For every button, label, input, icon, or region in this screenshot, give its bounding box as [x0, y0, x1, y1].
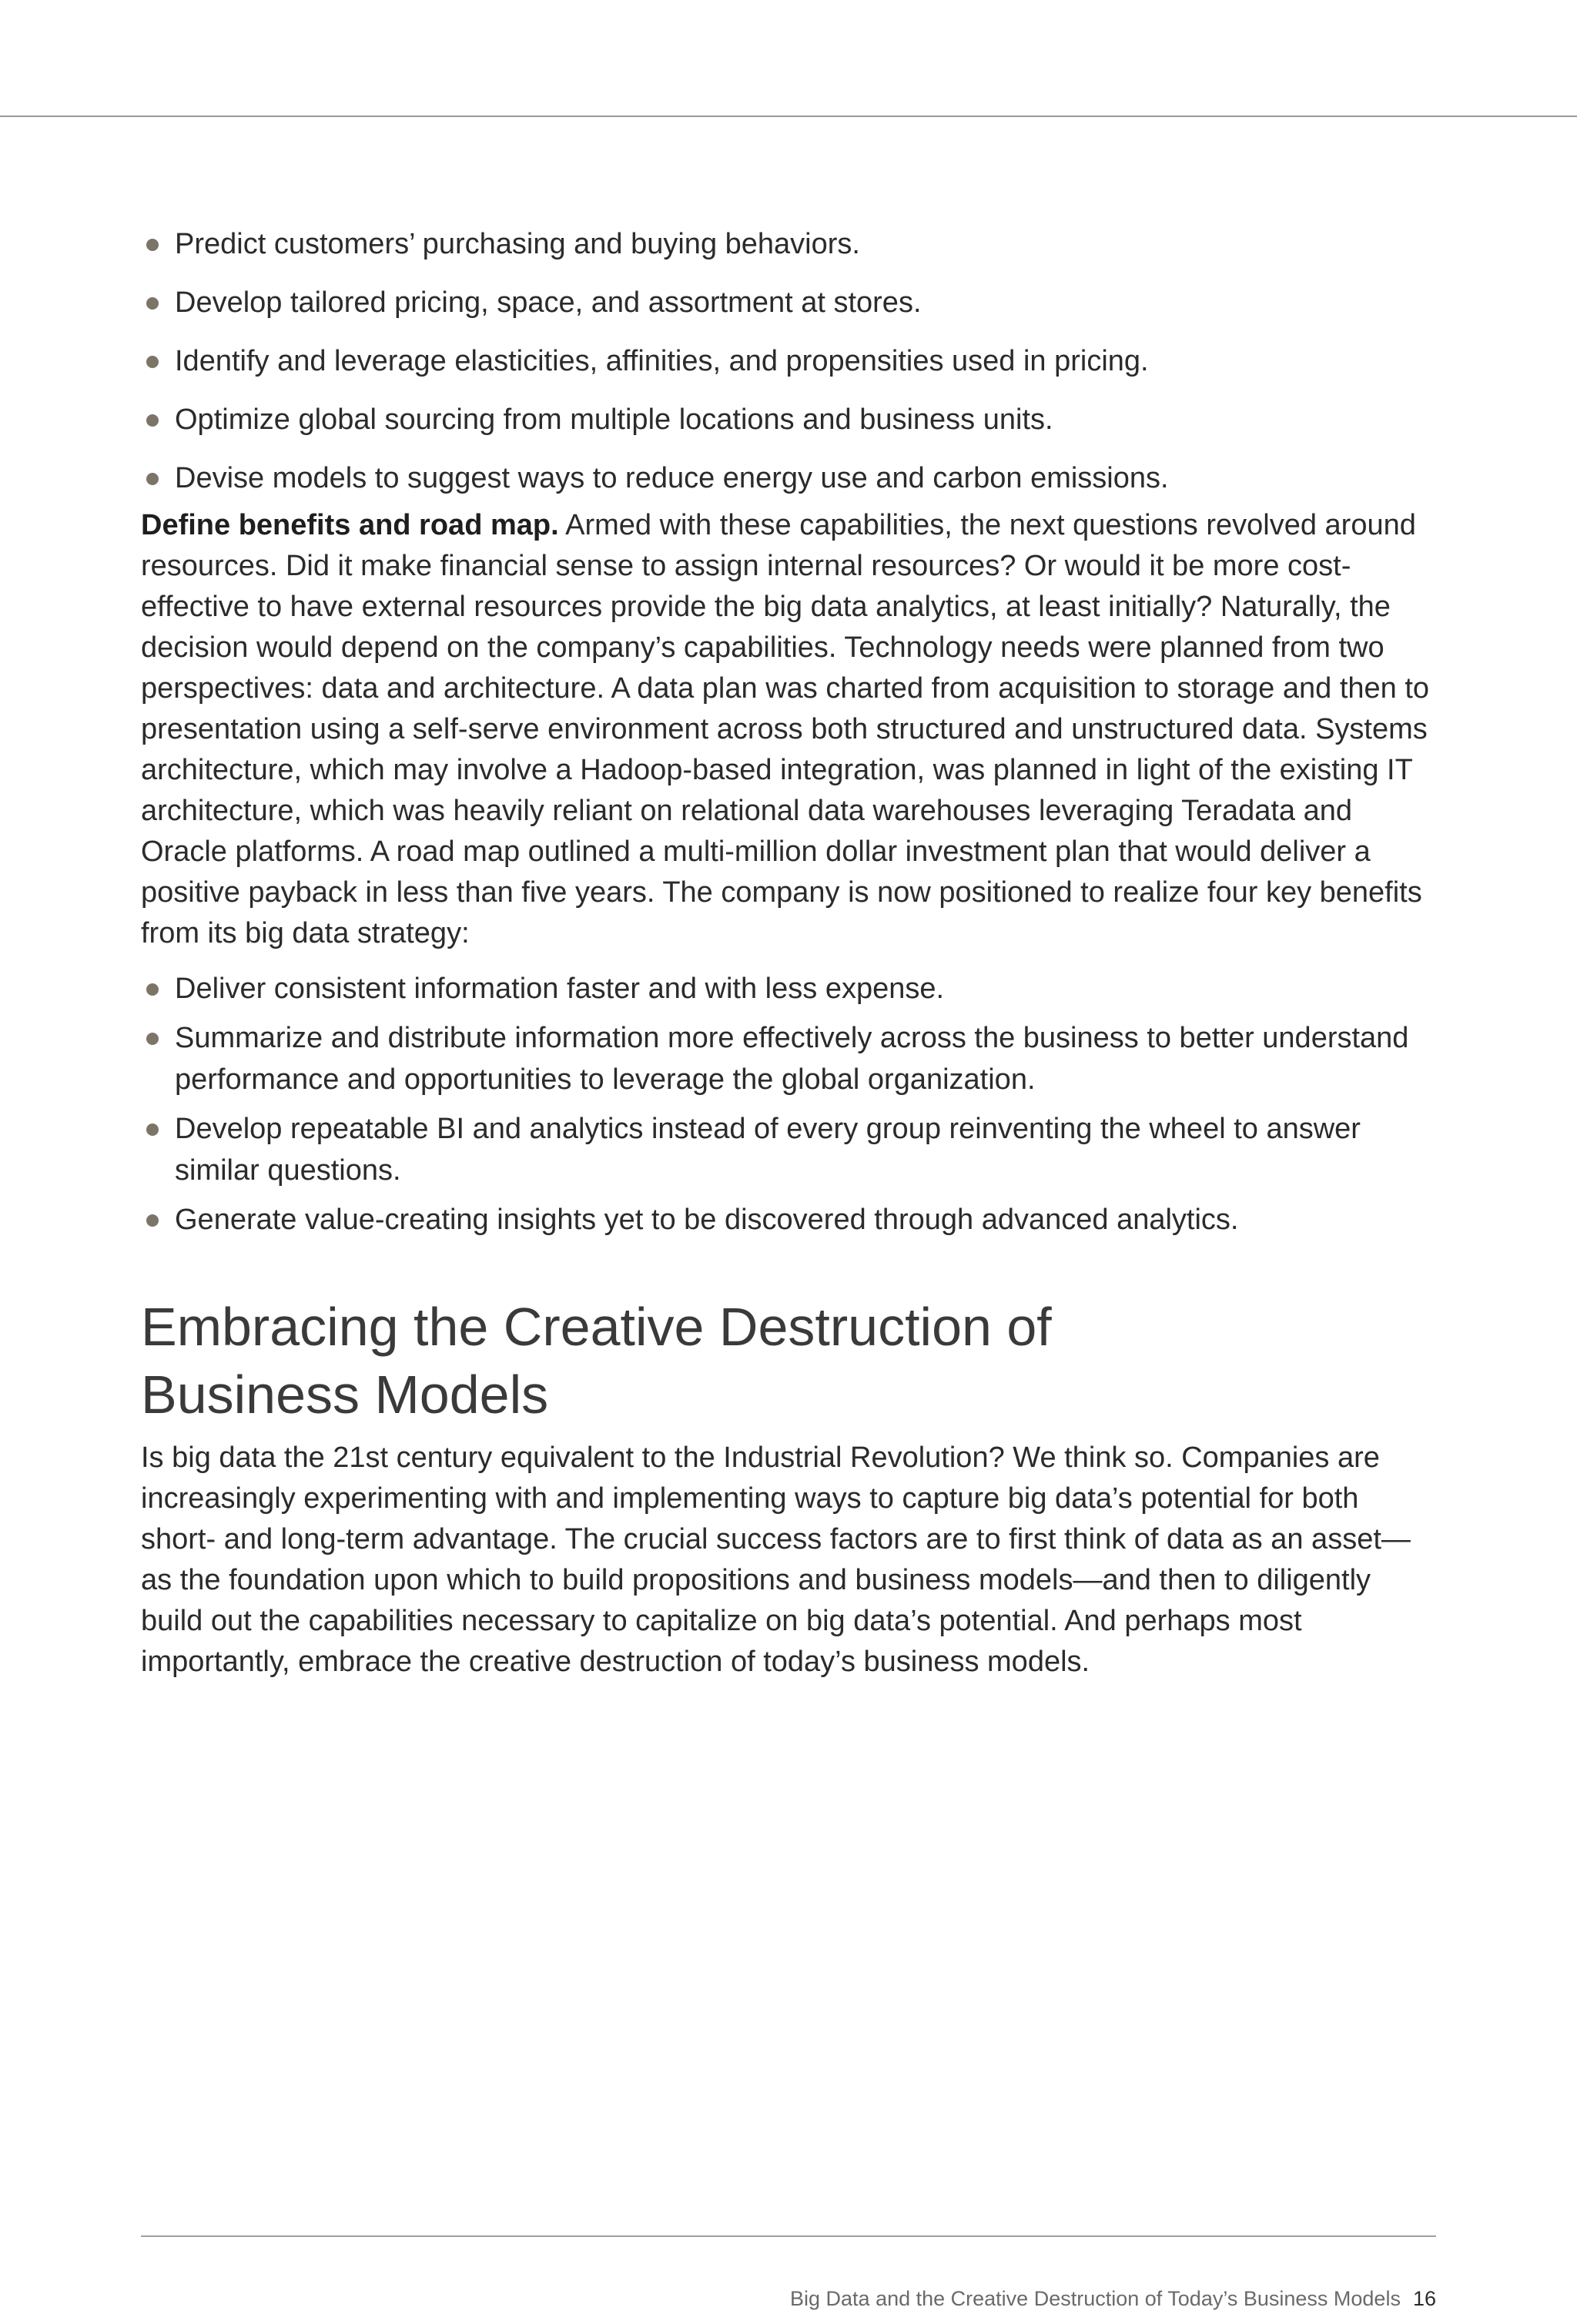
list-item — [141, 223, 1438, 265]
footer-title: Big Data and the Creative Destruction of Today’s Business Models — [790, 2287, 1401, 2310]
list-item-text: Predict customers’ purchasing and buying behaviors. — [175, 228, 860, 260]
bullet-icon — [146, 473, 159, 485]
header-rule — [0, 116, 1577, 117]
list-item-text: Develop repeatable BI and analytics instead of every group reinventing the wheel to answer similar questions. — [175, 1113, 1361, 1187]
section-heading: Embracing the Creative Destruction of Business Models — [141, 1297, 1052, 1425]
list-item-text: Deliver consistent information faster and with less expense. — [175, 973, 945, 1005]
list-item-text: Generate value-creating insights yet to be discovered through advanced analytics. — [175, 1204, 1239, 1236]
list-item-text: Devise models to suggest ways to reduce energy use and carbon emissions. — [175, 462, 1169, 494]
capabilities-list — [141, 223, 1438, 499]
bullet-icon — [146, 239, 159, 251]
bullet-icon — [146, 1033, 159, 1045]
list-item — [141, 457, 1438, 499]
list-item — [141, 1017, 1438, 1100]
bullet-icon — [146, 414, 159, 427]
list-item — [141, 1108, 1438, 1191]
list-item — [141, 1199, 1438, 1241]
page-content — [141, 223, 1438, 1683]
page-number: 16 — [1412, 2287, 1436, 2310]
page-footer — [790, 2285, 1436, 2312]
list-item-text: Develop tailored pricing, space, and assortment at stores. — [175, 286, 922, 319]
benefits-list — [141, 968, 1438, 1241]
list-item — [141, 399, 1438, 440]
footer-rule — [141, 2235, 1436, 2237]
bullet-icon — [146, 356, 159, 368]
bullet-icon — [146, 1214, 159, 1227]
roadmap-paragraph — [141, 505, 1438, 954]
bullet-icon — [146, 983, 159, 996]
list-item-text: Identify and leverage elasticities, affinities, and propensities used in pricing. — [175, 345, 1149, 377]
paragraph-text: Armed with these capabilities, the next questions revolved around resources. Did it make financial sense to assign internal resources? Or would it be more cost-effective to have external resources provide the big data analytics, at least initially? Naturally, the decision would depend on the company’s capabilities. Technology needs were planned from two perspectives: data and architecture. A data plan was charted from acquisition to storage and then to presentation using a self-serve environment across both structured and unstructured data. Systems architecture, which may involve a Hadoop-based integration, was planned in light of the existing IT architecture, which was heavily reliant on relational data warehouses leveraging Teradata and Oracle platforms. A road map outlined a multi-million dollar investment plan that would deliver a positive payback in less than five years. The company is now positioned to realize four key benefits from its big data strategy: — [141, 509, 1430, 949]
paragraph-lead: Define benefits and road map. — [141, 509, 559, 541]
list-item-text: Optimize global sourcing from multiple locations and business units. — [175, 404, 1053, 436]
list-item — [141, 340, 1438, 382]
list-item — [141, 968, 1438, 1010]
list-item-text: Summarize and distribute information more effectively across the business to better understand performance and opportunities to leverage the global organization. — [175, 1022, 1409, 1096]
bullet-icon — [146, 297, 159, 310]
bullet-icon — [146, 1123, 159, 1136]
section-body: Is big data the 21st century equivalent to the Industrial Revolution? We think so. Companies are increasingly experimenting with and implementing ways to capture big data’s potential for both short- and long-term advantage. The crucial success factors are to first think of data as an asset—as the foundation upon which to build propositions and business models—and then to diligently build out the capabilities necessary to capitalize on big data’s potential. And perhaps most importantly, embrace the creative destruction of today’s business models. — [141, 1442, 1411, 1678]
list-item — [141, 282, 1438, 323]
